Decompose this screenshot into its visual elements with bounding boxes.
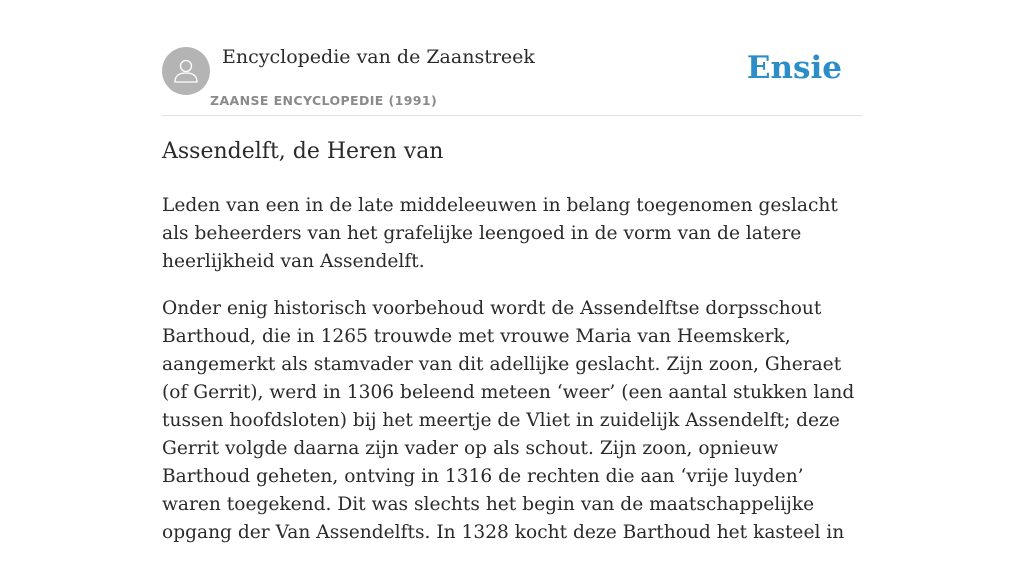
entry-paragraph: Leden van een in de late middeleeuwen in belang toegenomen geslacht als beheerders van het grafelijke leengoed in de vorm van de latere heerlijkheid van Assendelft. [162, 195, 838, 272]
entry-page [162, 0, 862, 543]
avatar[interactable] [162, 47, 210, 95]
brand-logo[interactable]: Ensie [746, 50, 842, 86]
entry-title: Assendelft, de Heren van [162, 139, 444, 164]
entry-paragraph: Onder enig historisch voorbehoud wordt de Assendelftse dorpsschout Barthoud, die in 1265 trouwde met vrouwe Maria van Heemskerk, aangemerkt als stamvader van dit adellijke geslacht. Zijn zoon, Gheraet (of Gerrit), werd in 1306 beleend meteen ‘weer’ (een aantal stukken land tussen hoofdsloten) bij het meertje de Vliet in zuidelijk Assendelft; deze Gerrit volgde daarna zijn vader op als schout. Zijn zoon, opnieuw Barthoud geheten, ontving in 1316 de rechten die aan ‘vrije luyden’ waren toegekend. Dit was slechts het begin van de maatschappelijke opgang der Van Assendelfts. In 1328 kocht deze Barthoud het kasteel in [162, 298, 855, 543]
entry-body [162, 192, 864, 566]
source-subtitle: ZAANSE ENCYCLOPEDIE (1991) [210, 93, 438, 108]
user-icon [171, 56, 201, 86]
source-header [162, 0, 862, 116]
source-title[interactable]: Encyclopedie van de Zaanstreek [222, 46, 535, 68]
